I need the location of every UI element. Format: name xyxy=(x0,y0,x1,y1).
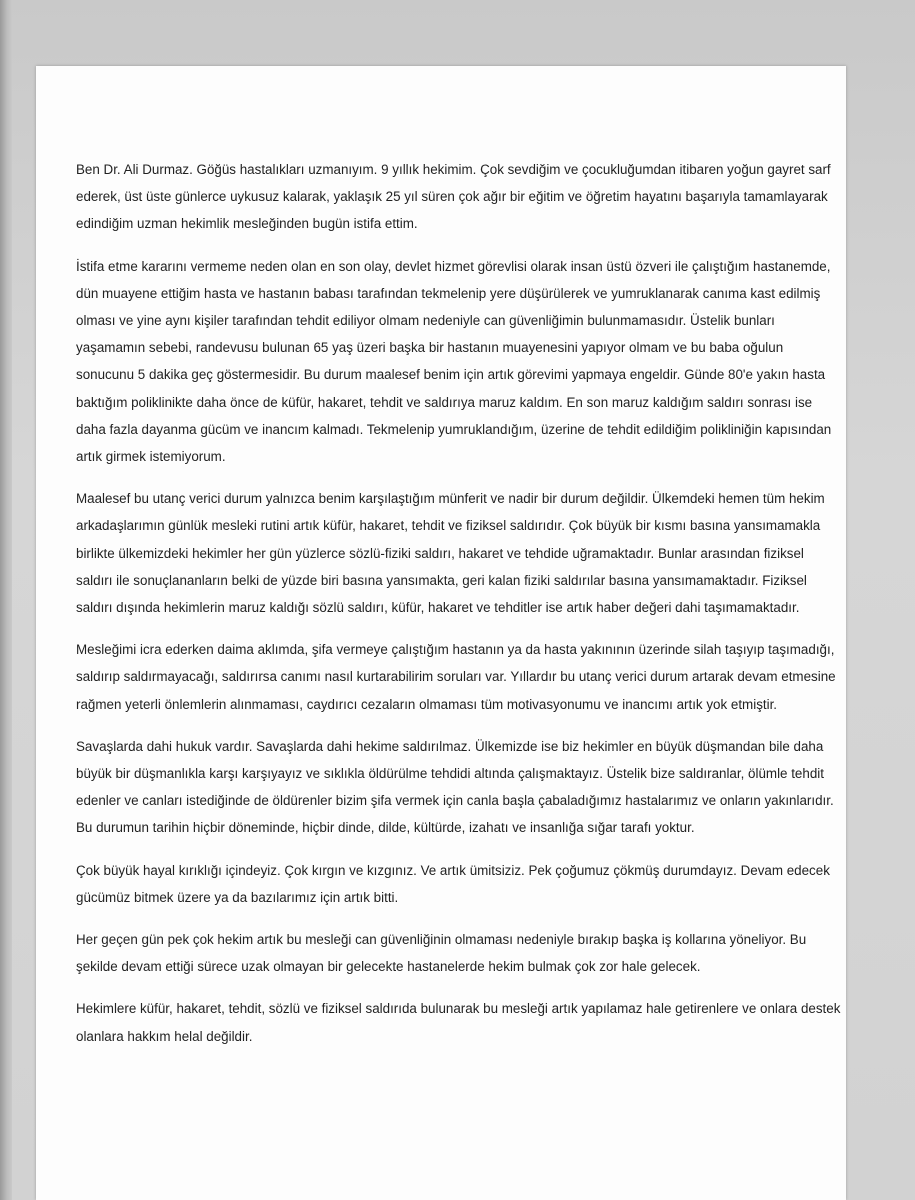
paragraph-introduction: Ben Dr. Ali Durmaz. Göğüs hastalıkları uzmanıyım. 9 yıllık hekimim. Çok sevdiğim ve çocukluğumdan itibaren yoğun gayret sarf ederek, üst üste günlerce uykusuz kalarak, yaklaşık 25 yıl süren çok ağır bir eğitim ve öğretim hayatını başarıyla tamamlayarak edindiğim uzman hekimlik mesleğinden bugün istifa ettim. xyxy=(76,162,831,232)
paragraph-closing: Hekimlere küfür, hakaret, tehdit, sözlü ve fiziksel saldırıda bulunarak bu mesleği artık yapılamaz hale getirenlere ve onlara destek olanlara hakkım helal değildir. xyxy=(76,1001,841,1044)
paragraph-war-comparison: Savaşlarda dahi hukuk vardır. Savaşlarda dahi hekime saldırılmaz. Ülkemizde ise biz hekimler en büyük düşmandan bile daha büyük bir düşmanlıkla karşı karşıyayız ve sıklıkla öldürülme tehdidi altında çalışmaktayız. Üstelik bize saldıranlar, ölümle tehdit edenler ve canları istediğinde de öldürenler bizim şifa vermek için canla başla çabaladığımız hastalarımız ve onların yakınlarıdır. Bu durumun tarihin hiçbir döneminde, hiçbir dinde, dilde, kültürde, izahatı ve insanlığa sığar tarafı yoktur. xyxy=(76,738,834,836)
paragraph-daily-fears: Mesleğimi icra ederken daima aklımda, şifa vermeye çalıştığım hastanın ya da hasta yakınının üzerinde silah taşıyıp taşımadığı, saldırıp saldırmayacağı, saldırırsa canımı nasıl kurtarabilirim soruları var. Yıllardır bu utanç verici durum artarak devam etmesine rağmen yeterli önlemlerin alınmaması, caydırıcı cezaların olmaması tüm motivasyonumu ve inancımı artık yok etmiştir. xyxy=(76,642,836,712)
letter-body xyxy=(76,156,841,1065)
paragraph-general-situation: Maalesef bu utanç verici durum yalnızca benim karşılaştığım münferit ve nadir bir durum değildir. Ülkemdeki hemen tüm hekim arkadaşlarımın günlük mesleki rutini artık küfür, hakaret, tehdit ve fiziksel saldırıdır. Çok büyük bir kısmı basına yansımamakla birlikte ülkemizdeki hekimler her gün yüzlerce sözlü-fiziki saldırı, hakaret ve tehdide uğramaktadır. Bunlar arasından fiziksel saldırı ile sonuçlananların belki de yüzde biri basına yansımakta, geri kalan fiziki saldırılar basına yansımamaktadır. Fiziksel saldırı dışında hekimlerin maruz kaldığı sözlü saldırı, küfür, hakaret ve tehditler ise artık haber değeri dahi taşımamaktadır. xyxy=(76,491,825,616)
paragraph-disappointment: Çok büyük hayal kırıklığı içindeyiz. Çok kırgın ve kızgınız. Ve artık ümitsiziz. Pek çoğumuz çökmüş durumdayız. Devam edecek gücümüz bitmek üzere ya da bazılarımız için artık bitti. xyxy=(76,862,830,905)
document-page xyxy=(36,66,846,1200)
paragraph-future-warning: Her geçen gün pek çok hekim artık bu mesleği can güvenliğinin olmaması nedeniyle bırakıp başka iş kollarına yöneliyor. Bu şekilde devam ettiği sürece uzak olmayan bir gelecekte hastanelerde hekim bulmak çok zor hale gelecek. xyxy=(76,932,807,975)
photo-left-edge xyxy=(0,0,12,1200)
paragraph-resignation-reason: İstifa etme kararını vermeme neden olan en son olay, devlet hizmet görevlisi olarak insan üstü özveri ile çalıştığım hastanemde, dün muayene ettiğim hasta ve hastanın babası tarafından tekmelenip yere düşürülerek ve yumruklanarak canıma kast edilmiş olması ve yine aynı kişiler tarafından tehdit ediliyor olmam nedeniyle can güvenliğimin bulunmamasıdır. Üstelik bunları yaşamamın sebebi, randevusu bulunan 65 yaş üzeri başka bir hastanın muayenesini yapıyor olmam ve bu baba oğulun sonucunu 5 dakika geç göstermesidir. Bu durum maalesef benim için artık görevimi yapmaya engeldir. Günde 80'e yakın hasta baktığım poliklinikte daha önce de küfür, hakaret, tehdit ve saldırıya maruz kaldım. En son maruz kaldığım saldırı sonrası ise daha fazla dayanma gücüm ve inancım kalmadı. Tekmelenip yumruklandığım, üzerine de tehdit edildiğim polikliniğin kapısından artık girmek istemiyorum. xyxy=(76,258,832,465)
